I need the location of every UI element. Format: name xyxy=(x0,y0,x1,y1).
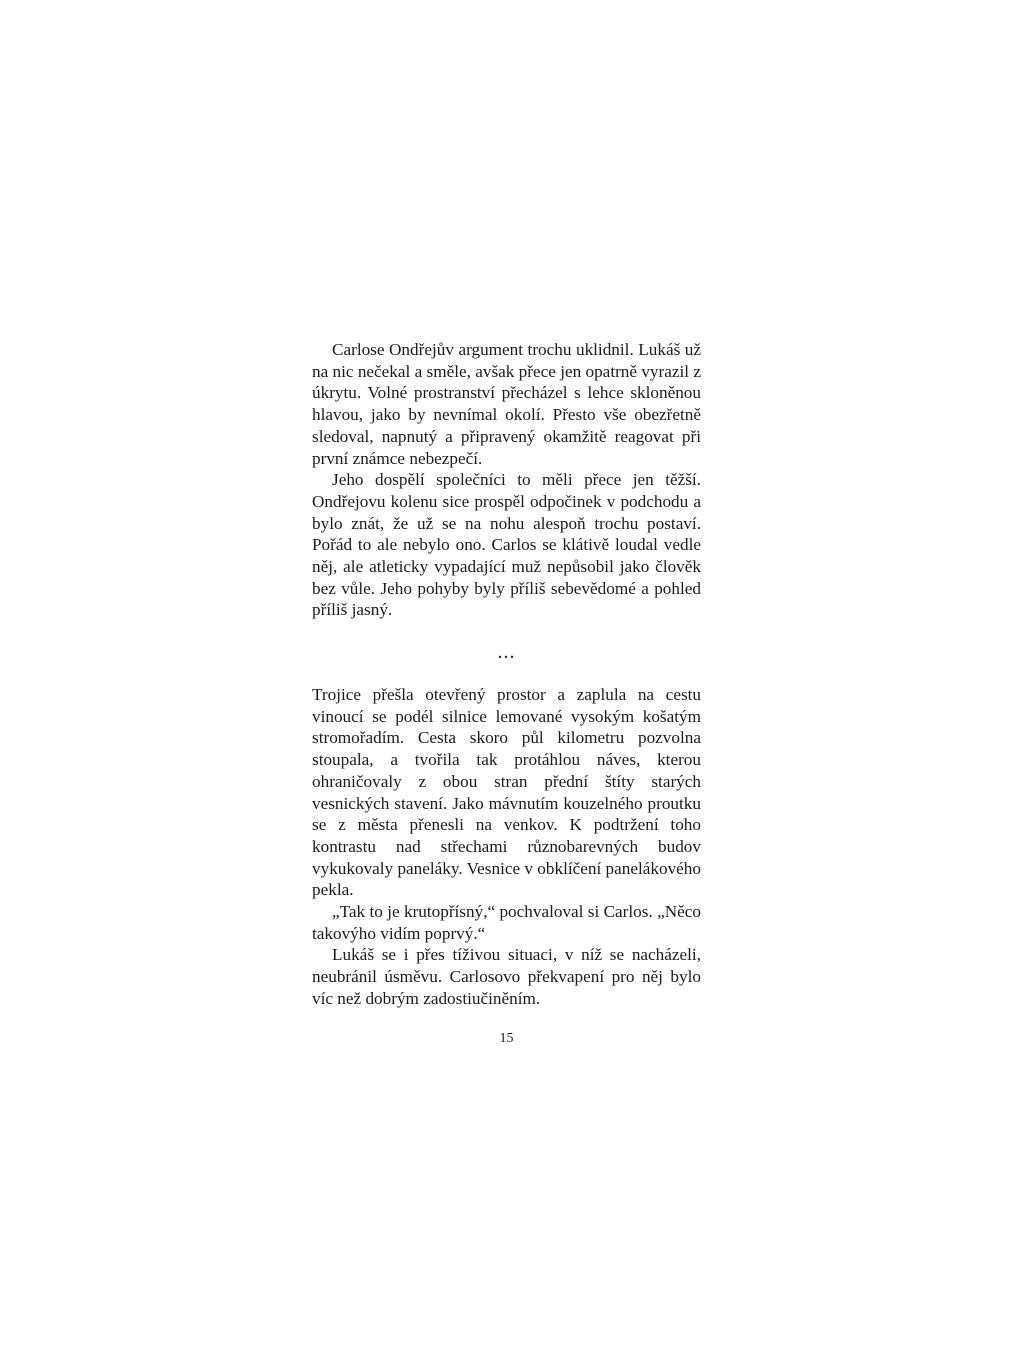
paragraph: Trojice přešla otevřený prostor a zaplula na cestu vinoucí se podél silnice lemované vysokým košatým stromořadím. Cesta skoro půl kilometru pozvolna stoupala, a tvořila tak protáhlou náves, kterou ohraničovaly z obou stran přední štíty starých vesnických stavení. Jako mávnutím kouzelného proutku se z města přenesli na venkov. K podtržení toho kontrastu nad střechami různobarevných budov vykukovaly paneláky. Vesnice v obklíčení panelákového pekla. xyxy=(312,685,701,900)
paragraph: „Tak to je krutopřísný,“ pochvaloval si Carlos. „Něco takovýho vidím poprvý.“ xyxy=(312,902,701,943)
paragraph: Jeho dospělí společníci to měli přece jen těžší. Ondřejovu kolenu sice prospěl odpočinek v podchodu a bylo znát, že už se na nohu alespoň trochu postaví. Pořád to ale nebylo ono. Carlos se klátivě loudal vedle něj, ale atleticky vypadající muž nepůsobil jako člověk bez vůle. Jeho pohyby byly příliš sebevědomé a pohled příliš jasný. xyxy=(312,470,701,620)
paragraph: Carlose Ondřejův argument trochu uklidnil. Lukáš už na nic nečekal a směle, avšak přece jen opatrně vyrazil z úkrytu. Volné prostranství přecházel s lehce skloněnou hlavou, jako by nevnímal okolí. Přesto vše obezřetně sledoval, napnutý a připravený okamžitě reagovat při první známce nebezpečí. xyxy=(312,340,701,468)
text-section-1 xyxy=(312,339,701,621)
paragraph: Lukáš se i přes tíživou situaci, v níž se nacházeli, neubránil úsměvu. Carlosovo překvapení pro něj bylo víc než dobrým zadostiučiněním. xyxy=(312,945,701,1008)
page-number: 15 xyxy=(499,1031,514,1046)
section-separator: ... xyxy=(497,641,516,663)
text-section-2 xyxy=(312,684,701,1010)
